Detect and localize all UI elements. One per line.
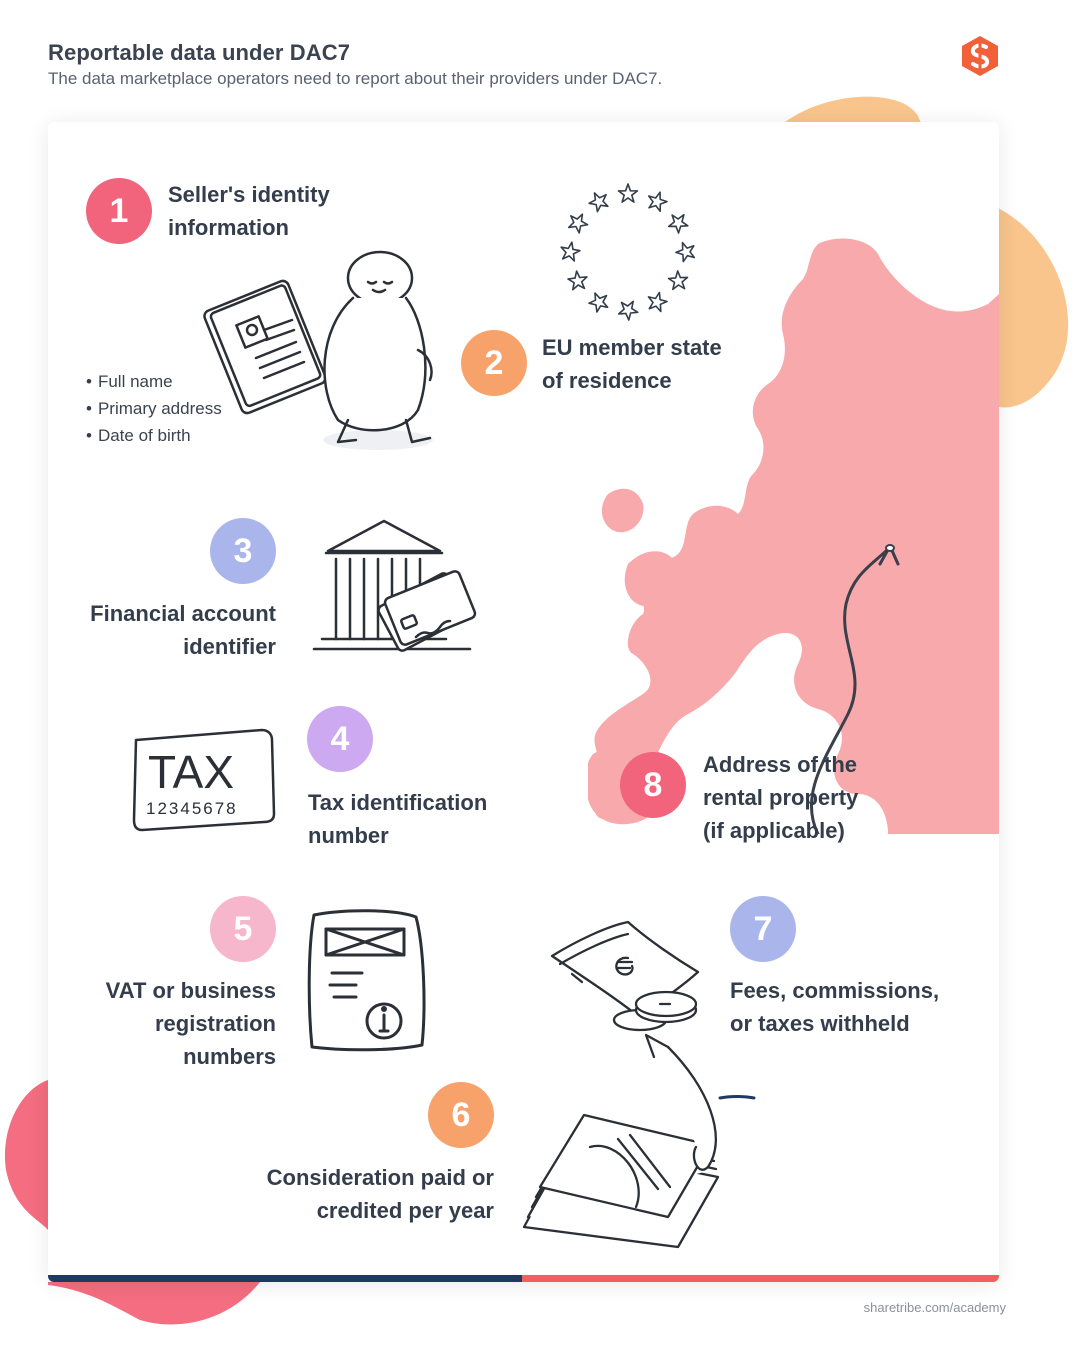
- step-4-badge: 4: [307, 706, 373, 772]
- eu-stars-icon: [553, 177, 703, 327]
- step-8-badge: 8: [620, 752, 686, 818]
- eu-star-icon: [589, 193, 608, 212]
- eu-star-icon: [561, 242, 580, 261]
- eu-star-icon: [669, 271, 688, 289]
- step-2-badge: 2: [461, 330, 527, 396]
- eu-star-icon: [649, 293, 668, 312]
- step-2-label: EU member state of residence: [542, 335, 722, 393]
- step-5-label: VAT or business registration numbers: [105, 978, 276, 1069]
- step-3-badge: 3: [210, 518, 276, 584]
- bullet-full-name: • Full name: [86, 368, 222, 395]
- step-1-badge: 1: [86, 178, 152, 244]
- tax-sign-digits: 12345678: [146, 799, 238, 818]
- step-1-label: Seller's identity information: [168, 182, 330, 240]
- tax-sign-title: TAX: [148, 746, 235, 798]
- step-6-badge: 6: [428, 1082, 494, 1148]
- footer-url-link[interactable]: sharetribe.com/academy: [863, 1300, 1006, 1315]
- id-card-character-icon: [208, 250, 448, 455]
- eu-star-icon: [589, 293, 608, 312]
- money-stack-icon: [518, 1027, 738, 1247]
- eu-star-icon: [569, 214, 588, 233]
- registration-document-icon: [304, 907, 434, 1055]
- eu-star-icon: [669, 215, 688, 233]
- eu-star-icon: [649, 192, 667, 211]
- identity-bullet-list: [86, 368, 222, 449]
- tax-sign-icon: [130, 726, 278, 836]
- step-6-label: Consideration paid or credited per year: [266, 1165, 494, 1223]
- bullet-date-of-birth: • Date of birth: [86, 422, 222, 449]
- step-3-label: Financial account identifier: [90, 601, 276, 659]
- eu-star-icon: [568, 271, 587, 290]
- bullet-primary-address: • Primary address: [86, 395, 222, 422]
- eu-star-icon: [619, 184, 638, 202]
- step-5-badge: 5: [210, 896, 276, 962]
- step-4-label: Tax identification number: [308, 790, 488, 848]
- sharetribe-logo-icon[interactable]: [960, 35, 1000, 77]
- footer-bar-coral: [522, 1275, 999, 1282]
- step-7-label: Fees, commissions, or taxes withheld: [730, 978, 940, 1036]
- page-title: Reportable data under DAC7: [48, 40, 351, 65]
- eu-star-icon: [619, 301, 638, 320]
- eu-star-icon: [676, 243, 694, 262]
- step-7-badge: 7: [730, 896, 796, 962]
- step-8-label: Address of the rental property (if applicable): [703, 752, 859, 843]
- infographic-card: [48, 122, 999, 1282]
- bank-card-icon: [306, 517, 481, 659]
- footer-bar-navy: [48, 1275, 522, 1282]
- page-subtitle: The data marketplace operators need to report about their providers under DAC7.: [48, 69, 663, 88]
- bills-coins-icon: [548, 920, 708, 1040]
